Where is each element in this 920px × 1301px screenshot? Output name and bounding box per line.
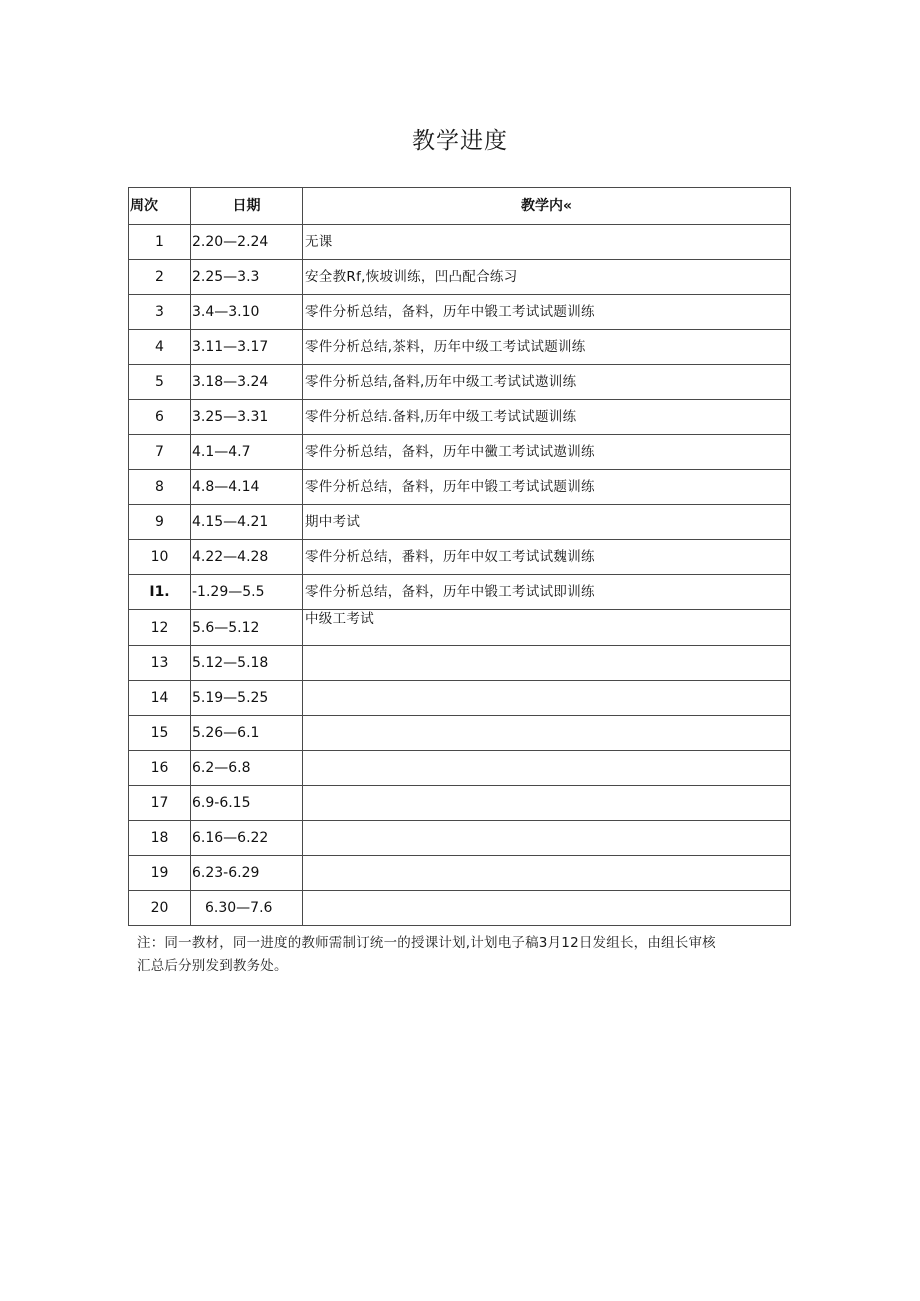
table-row <box>129 505 791 540</box>
footnote-line-1: 注：同一教材，同一进度的教师需制订统一的授课计划,计划电子稿3月12日发组长，由组长审核 <box>137 935 716 951</box>
header-date: 日期 <box>191 188 303 225</box>
date-cell: 3.11—3.17 <box>191 330 303 365</box>
date-cell: 2.20—2.24 <box>191 225 303 260</box>
week-cell: 13 <box>129 646 191 681</box>
content-cell <box>303 681 791 716</box>
table-row <box>129 365 791 400</box>
week-cell: 3 <box>129 295 191 330</box>
date-cell: 2.25—3.3 <box>191 260 303 295</box>
table-row <box>129 470 791 505</box>
content-cell: 无课 <box>303 225 791 260</box>
page-title: 教学进度 <box>412 128 508 154</box>
table-row <box>129 751 791 786</box>
week-cell: 18 <box>129 821 191 856</box>
header-content: 教学内« <box>303 188 791 225</box>
date-cell: 6.9-6.15 <box>191 786 303 821</box>
date-cell: 6.2—6.8 <box>191 751 303 786</box>
date-cell: 6.16—6.22 <box>191 821 303 856</box>
table-row <box>129 821 791 856</box>
table-row <box>129 540 791 575</box>
table-row <box>129 260 791 295</box>
week-cell: 15 <box>129 716 191 751</box>
content-cell: 零件分析总结，番料，历年中奴工考试试魏训练 <box>303 540 791 575</box>
content-cell <box>303 716 791 751</box>
week-cell: 5 <box>129 365 191 400</box>
date-cell: 4.22—4.28 <box>191 540 303 575</box>
table-row <box>129 716 791 751</box>
table-row <box>129 786 791 821</box>
content-cell <box>303 891 791 926</box>
table-header-row <box>129 188 791 225</box>
content-cell: 零件分析总结，备料，历年中黴工考试试遨训练 <box>303 435 791 470</box>
header-week: 周次 <box>129 188 191 225</box>
week-cell: 16 <box>129 751 191 786</box>
week-cell: 8 <box>129 470 191 505</box>
content-cell: 零件分析总结，备料，历年中锻工考试试题训练 <box>303 470 791 505</box>
table-row <box>129 891 791 926</box>
content-cell: 零件分析总结,备料,历年中级工考试试遨训练 <box>303 365 791 400</box>
week-cell: 14 <box>129 681 191 716</box>
date-cell: 5.26—6.1 <box>191 716 303 751</box>
date-cell: 5.12—5.18 <box>191 646 303 681</box>
date-cell: 3.18—3.24 <box>191 365 303 400</box>
week-cell: I1. <box>129 575 191 610</box>
table-row <box>129 330 791 365</box>
content-cell <box>303 786 791 821</box>
table-row <box>129 610 791 646</box>
week-cell: 17 <box>129 786 191 821</box>
content-cell: 零件分析总结.备料,历年中级工考试试题训练 <box>303 400 791 435</box>
date-cell: 6.23-6.29 <box>191 856 303 891</box>
schedule-table <box>128 187 791 926</box>
content-cell: 中级工考试 <box>303 610 791 646</box>
table-row <box>129 435 791 470</box>
date-cell: 3.25—3.31 <box>191 400 303 435</box>
content-cell: 期中考试 <box>303 505 791 540</box>
table-row <box>129 575 791 610</box>
table-row <box>129 400 791 435</box>
content-cell <box>303 646 791 681</box>
date-cell: 5.6—5.12 <box>191 610 303 646</box>
table-row <box>129 646 791 681</box>
date-cell: 6.30—7.6 <box>191 891 303 926</box>
content-cell: 安全教Rf,恢坡训练，凹凸配合练习 <box>303 260 791 295</box>
table-row <box>129 681 791 716</box>
content-cell: 零件分析总结，备料，历年中锻工考试试即训练 <box>303 575 791 610</box>
week-cell: 19 <box>129 856 191 891</box>
week-cell: 7 <box>129 435 191 470</box>
footnote <box>137 932 797 978</box>
date-cell: 5.19—5.25 <box>191 681 303 716</box>
date-cell: 3.4—3.10 <box>191 295 303 330</box>
table-row <box>129 856 791 891</box>
content-cell <box>303 856 791 891</box>
date-cell: 4.8—4.14 <box>191 470 303 505</box>
week-cell: 4 <box>129 330 191 365</box>
date-cell: -1.29—5.5 <box>191 575 303 610</box>
week-cell: 6 <box>129 400 191 435</box>
footnote-line-2: 汇总后分别发到教务处。 <box>137 958 288 974</box>
week-cell: 12 <box>129 610 191 646</box>
week-cell: 9 <box>129 505 191 540</box>
week-cell: 1 <box>129 225 191 260</box>
content-cell: 零件分析总结,茶料，历年中级工考试试题训练 <box>303 330 791 365</box>
date-cell: 4.1—4.7 <box>191 435 303 470</box>
date-cell: 4.15—4.21 <box>191 505 303 540</box>
week-cell: 20 <box>129 891 191 926</box>
table-row <box>129 295 791 330</box>
content-cell: 零件分析总结，备料，历年中锻工考试试题训练 <box>303 295 791 330</box>
table-row <box>129 225 791 260</box>
content-cell <box>303 751 791 786</box>
week-cell: 2 <box>129 260 191 295</box>
content-cell <box>303 821 791 856</box>
week-cell: 10 <box>129 540 191 575</box>
